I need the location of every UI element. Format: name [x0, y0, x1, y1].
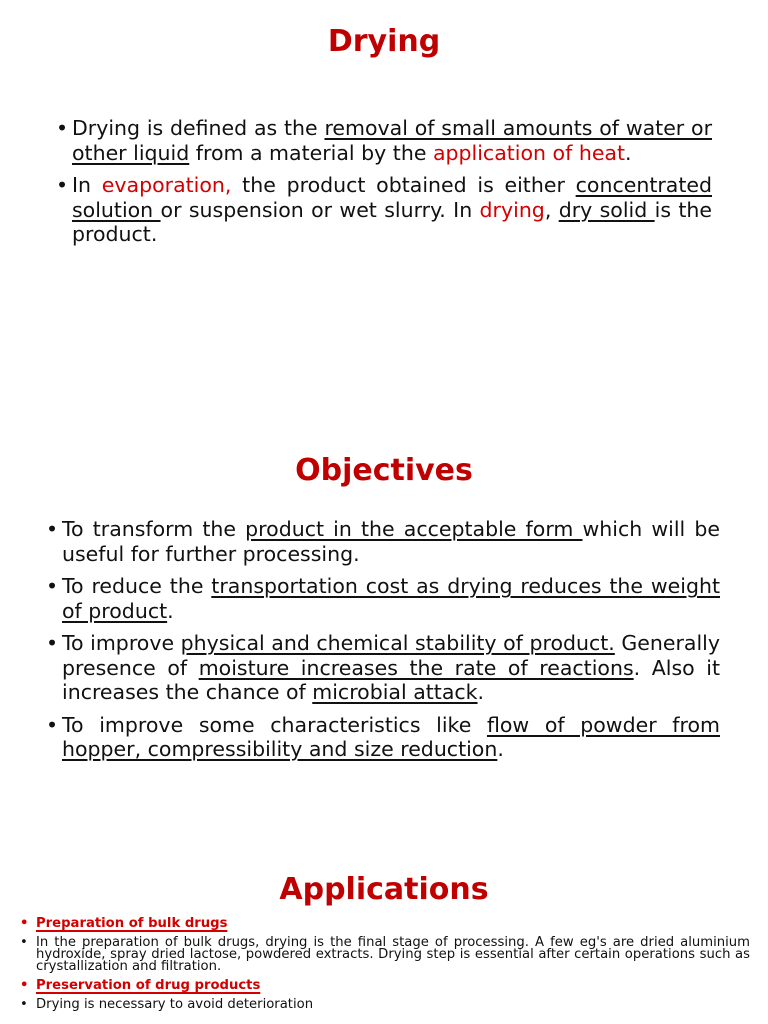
slide-title-objectives: Objectives	[295, 453, 473, 488]
bullet-icon: •	[20, 978, 29, 993]
list-item-heading	[20, 980, 750, 992]
list-item	[46, 574, 720, 623]
slide-title-applications: Applications	[279, 872, 489, 907]
slide-title-drying: Drying	[327, 24, 441, 59]
text-run: from a material by the	[189, 140, 433, 165]
underlined-text: microbial attack	[312, 680, 478, 704]
paragraph-text: Drying is necessary to avoid deterioration	[36, 997, 314, 1012]
bullet-icon: •	[46, 631, 59, 655]
highlighted-text: drying	[479, 197, 545, 222]
underlined-text: concentrated solution	[72, 173, 713, 222]
list-item	[20, 937, 750, 973]
underlined-text: removal of small amounts of water or other liquid	[72, 116, 712, 165]
text-run: . Also it increases the chance of	[62, 655, 720, 704]
text-run: .	[497, 737, 504, 761]
highlighted-text: evaporation,	[101, 173, 232, 197]
slide-objectives	[0, 440, 768, 800]
bullet-icon: •	[46, 517, 59, 541]
text-run: Generally presence of	[62, 631, 721, 680]
underlined-text: transportation cost as drying reduces the weight of product	[62, 574, 720, 623]
list-item	[46, 631, 720, 705]
list-item	[20, 999, 750, 1011]
bullet-list	[56, 116, 712, 255]
underlined-text: physical and chemical stability of product.	[180, 631, 615, 655]
slide-applications	[0, 860, 768, 1024]
list-item-heading	[20, 918, 750, 930]
text-run: .	[625, 140, 632, 165]
bullet-icon: •	[20, 935, 28, 950]
highlighted-text: application of heat	[432, 140, 626, 165]
bullet-list	[46, 517, 720, 770]
bullet-icon: •	[20, 916, 29, 931]
bullet-icon: •	[46, 712, 59, 737]
underlined-text: flow of powder from hopper, compressibility and size reduction	[62, 712, 720, 761]
text-run: In	[72, 173, 102, 197]
section-heading: Preservation of drug products	[36, 978, 261, 993]
slide-drying	[0, 0, 768, 300]
text-run: or suspension or wet slurry. In	[160, 197, 480, 222]
list-item	[46, 517, 720, 566]
list-item	[56, 173, 712, 247]
list-item	[56, 116, 712, 165]
underlined-text: product in the acceptable form	[245, 517, 583, 541]
bullet-icon: •	[56, 173, 69, 197]
underlined-text: moisture increases the rate of reactions	[198, 655, 634, 680]
list-item	[46, 713, 720, 762]
bullet-icon: •	[56, 116, 69, 140]
bullet-icon: •	[20, 997, 28, 1012]
underlined-text: dry solid	[558, 197, 655, 222]
text-run: is the product.	[72, 197, 712, 246]
text-run: .	[477, 680, 485, 704]
section-heading: Preparation of bulk drugs	[36, 916, 228, 931]
text-run: To transform the	[62, 517, 246, 541]
text-run: To improve	[62, 631, 181, 655]
bullet-icon: •	[46, 574, 59, 598]
text-run: To improve some characteristics like	[62, 712, 487, 737]
text-run: ,	[544, 197, 559, 222]
text-run: To reduce the	[62, 574, 212, 598]
text-run: .	[167, 598, 174, 623]
paragraph-text: In the preparation of bulk drugs, drying is the final stage of processing. A few eg's are dried aluminium hydroxide, spray dried lactose, powdered extracts. Drying step is essential after certain operations such as crystallization and filtration.	[36, 935, 750, 974]
text-run: the product obtained is either	[231, 173, 576, 197]
text-run: Drying is defined as the	[72, 116, 325, 140]
bullet-list	[20, 918, 750, 1018]
text-run: which will be useful for further processing.	[62, 517, 720, 566]
